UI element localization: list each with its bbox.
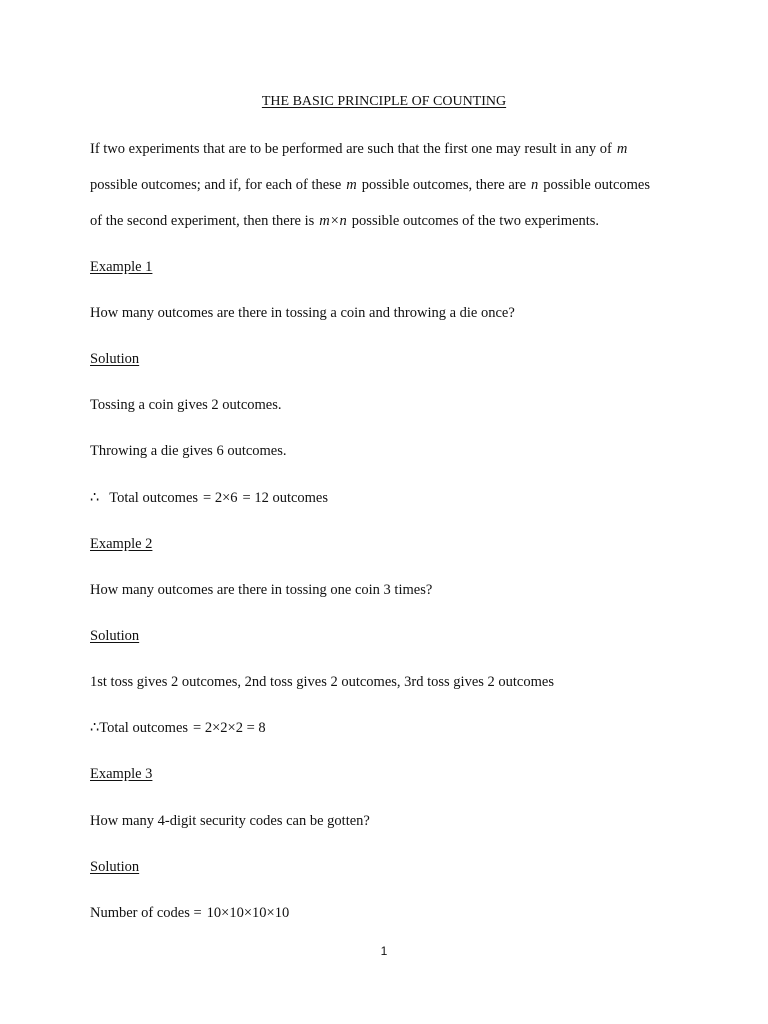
principle-line-1: If two experiments that are to be performed are such that the first one may result in any of m: [90, 141, 628, 157]
example-3-solution-heading: Solution: [90, 859, 140, 875]
example-1-step-1: Tossing a coin gives 2 outcomes.: [90, 397, 282, 413]
example-2-solution-heading: Solution: [90, 628, 140, 644]
example-2-step-1: 1st toss gives 2 outcomes, 2nd toss gives 2 outcomes, 3rd toss gives 2 outcomes: [90, 674, 554, 690]
example-1-heading: Example 1: [90, 259, 153, 275]
example-2-heading: Example 2: [90, 536, 153, 552]
example-2-question: How many outcomes are there in tossing one coin 3 times?: [90, 582, 433, 598]
therefore-symbol: ∴: [90, 490, 100, 506]
example-1-total: ∴ Total outcomes = 2×6 = 12 outcomes: [90, 490, 329, 506]
principle-line-3: of the second experiment, then there is m×n possible outcomes of the two experiments.: [90, 213, 600, 229]
example-1-question: How many outcomes are there in tossing a coin and throwing a die once?: [90, 305, 515, 321]
principle-line-2: possible outcomes; and if, for each of these m possible outcomes, there are n possible outcomes: [90, 177, 651, 193]
therefore-symbol: ∴: [90, 720, 100, 736]
example-2-total: ∴Total outcomes = 2×2×2 = 8: [90, 720, 266, 736]
example-3-heading: Example 3: [90, 766, 153, 782]
example-3-step-1: Number of codes = 10×10×10×10: [90, 905, 290, 921]
example-3-question: How many 4-digit security codes can be gotten?: [90, 813, 370, 829]
example-1-step-2: Throwing a die gives 6 outcomes.: [90, 443, 287, 459]
page-title: THE BASIC PRINCIPLE OF COUNTING: [261, 94, 507, 109]
example-1-solution-heading: Solution: [90, 351, 140, 367]
page-number: 1: [380, 944, 388, 958]
